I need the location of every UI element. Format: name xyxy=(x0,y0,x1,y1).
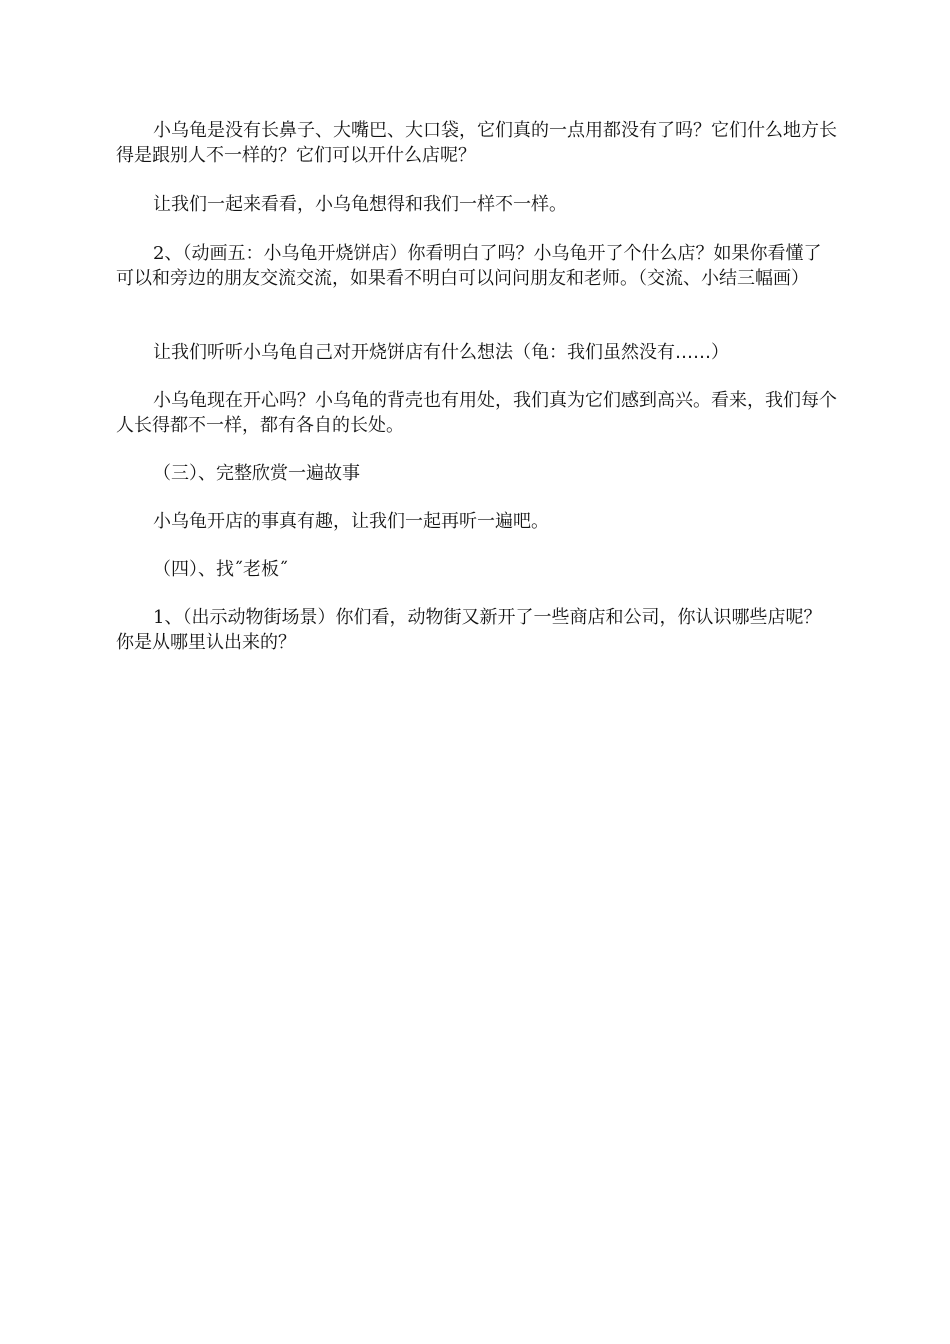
paragraph-lets-look xyxy=(116,192,838,217)
paragraph-animal-street xyxy=(116,605,838,655)
section-heading-four xyxy=(116,557,838,582)
paragraph-listen-again xyxy=(116,509,838,534)
section-heading-three xyxy=(116,461,838,486)
paragraph-turtle-question xyxy=(116,118,838,168)
paragraph-number: 1 xyxy=(153,607,165,628)
paragraph-animation-five xyxy=(116,241,838,291)
paragraph-text: 、（动画五：小乌龟开烧饼店）你看明白了吗？小乌龟开了个什么店？如果你看懂了可以和旁边的朋友交流交流，如果看不明白可以问问朋友和老师。（交流、小结三幅画） xyxy=(116,243,822,289)
paragraph-turtle-happy xyxy=(116,388,838,438)
paragraph-turtle-thoughts xyxy=(116,340,838,365)
paragraph-text: 小乌龟开店的事真有趣，让我们一起再听一遍吧。 xyxy=(153,511,549,532)
heading-text: （三）、完整欣赏一遍故事 xyxy=(153,463,360,484)
paragraph-text: 让我们听听小乌龟自己对开烧饼店有什么想法（龟：我们虽然没有……） xyxy=(153,342,729,363)
paragraph-text: 小乌龟现在开心吗？小乌龟的背壳也有用处，我们真为它们感到高兴。看来，我们每个人长得都不一样，都有各自的长处。 xyxy=(116,390,837,436)
paragraph-text: 、（出示动物街场景）你们看，动物街又新开了一些商店和公司，你认识哪些店呢？你是从哪里认出来的？ xyxy=(116,607,822,653)
paragraph-number: 2 xyxy=(153,243,165,264)
paragraph-text: 让我们一起来看看，小乌龟想得和我们一样不一样。 xyxy=(153,194,567,215)
paragraph-text: 小乌龟是没有长鼻子、大嘴巴、大口袋，它们真的一点用都没有了吗？它们什么地方长得是跟别人不一样的？它们可以开什么店呢？ xyxy=(116,120,837,166)
heading-text: （四）、找˝老板˝ xyxy=(153,559,288,580)
